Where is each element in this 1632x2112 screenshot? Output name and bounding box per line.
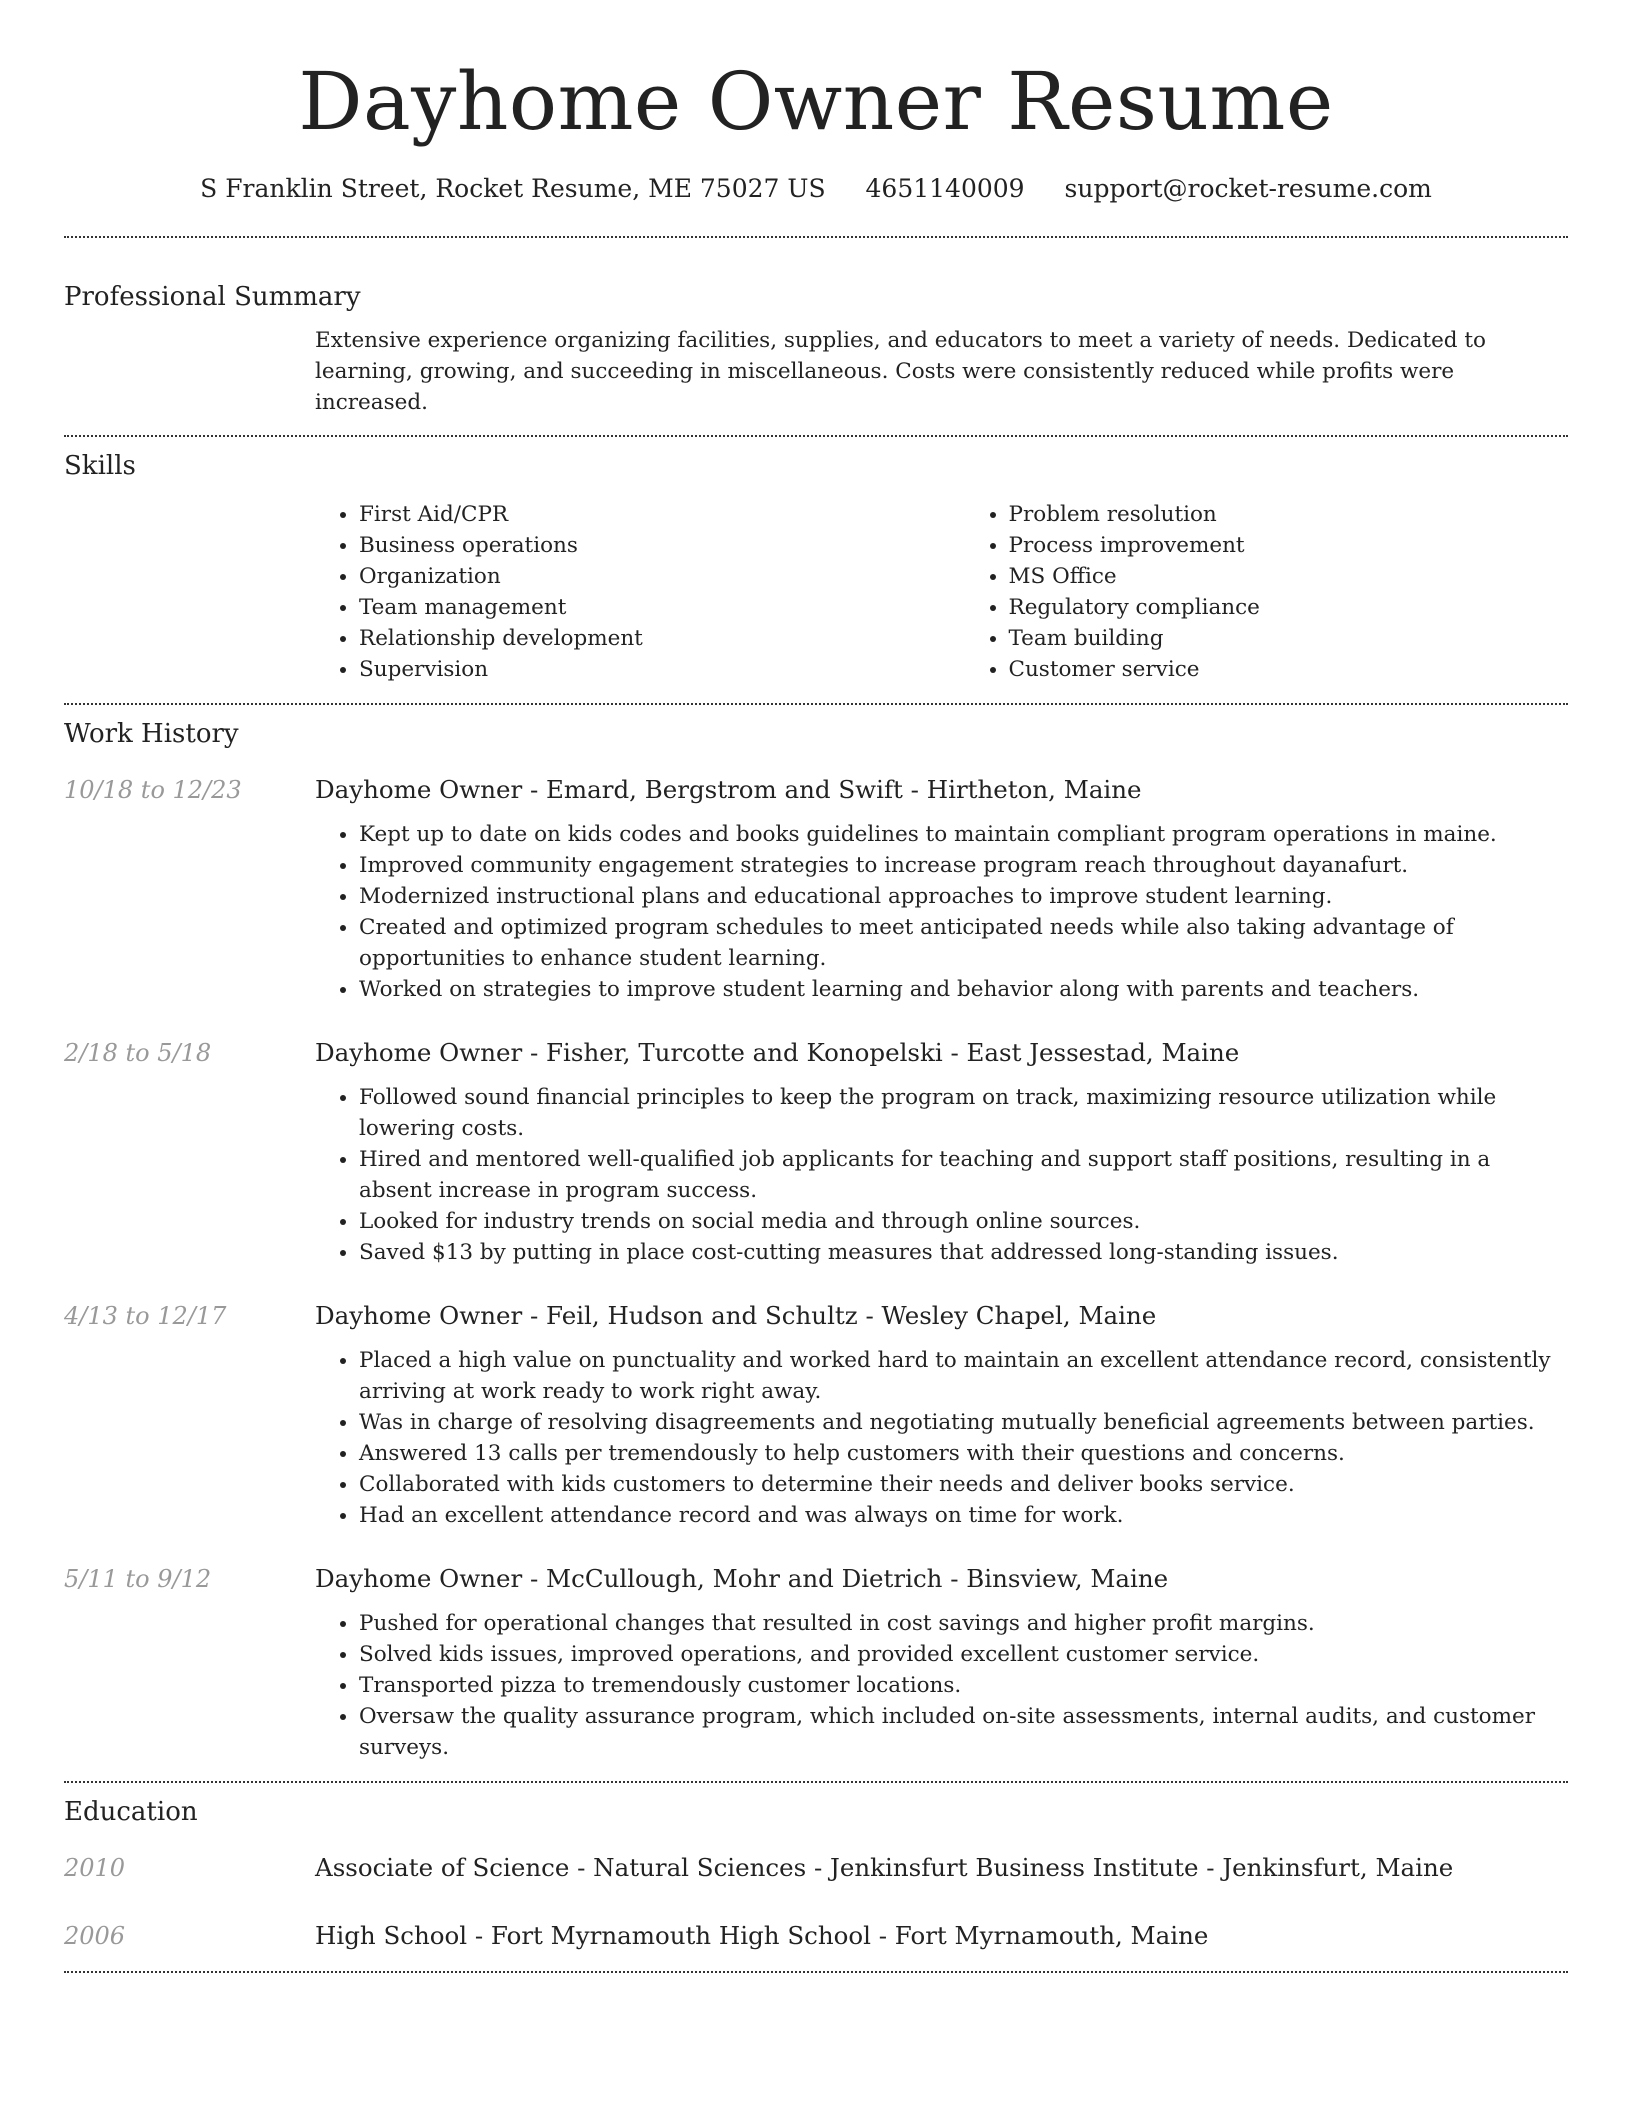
skill-item: • Relationship development — [359, 623, 919, 654]
job-title: Dayhome Owner - Emard, Bergstrom and Swift - Hirtheton, Maine — [315, 775, 1142, 804]
section-title-summary: Professional Summary — [64, 282, 361, 312]
job-bullet: • Pushed for operational changes that resulted in cost savings and higher profit margins. — [359, 1608, 1568, 1639]
skill-item: • Problem resolution — [1009, 499, 1569, 530]
skill-item: • Supervision — [359, 654, 919, 685]
job-bullet: • Saved $13 by putting in place cost-cutting measures that addressed long-standing issues. — [359, 1237, 1568, 1268]
summary-section — [64, 280, 1568, 418]
divider — [64, 435, 1568, 437]
job-entry — [64, 1299, 1568, 1531]
job-bullet: • Hired and mentored well-qualified job applicants for teaching and support staff positions, resulting in a absent increase in program success. — [359, 1144, 1568, 1206]
skill-item: • Team management — [359, 592, 919, 623]
education-section — [64, 1795, 1568, 1953]
job-bullet: • Improved community engagement strategies to increase program reach throughout dayanafurt. — [359, 850, 1568, 881]
job-dates: 4/13 to 12/17 — [64, 1302, 227, 1330]
divider — [64, 1781, 1568, 1783]
job-bullet: • Followed sound financial principles to keep the program on track, maximizing resource utilization while lowering costs. — [359, 1082, 1568, 1144]
work-section — [64, 717, 1568, 1763]
job-bullet: • Placed a high value on punctuality and worked hard to maintain an excellent attendance record, consistently arriving at work ready to work right away. — [359, 1345, 1568, 1407]
section-title-education: Education — [64, 1797, 198, 1827]
job-dates: 5/11 to 9/12 — [64, 1565, 212, 1593]
skill-item: • Customer service — [1009, 654, 1569, 685]
job-entry — [64, 1562, 1568, 1763]
job-title: Dayhome Owner - Feil, Hudson and Schultz - Wesley Chapel, Maine — [315, 1301, 1157, 1330]
section-title-skills: Skills — [64, 451, 136, 481]
summary-text: Extensive experience organizing facilities, supplies, and educators to meet a variety of needs. Dedicated to learning, growing, and succeeding in miscellaneous. Costs were consistently reduced while profits were increased. — [315, 328, 1486, 415]
job-dates: 2/18 to 5/18 — [64, 1039, 212, 1067]
contact-line — [64, 172, 1568, 206]
job-bullet: • Modernized instructional plans and educational approaches to improve student learning. — [359, 881, 1568, 912]
job-bullet: • Was in charge of resolving disagreements and negotiating mutually beneficial agreements between parties. — [359, 1407, 1568, 1438]
job-title: Dayhome Owner - Fisher, Turcotte and Konopelski - East Jessestad, Maine — [315, 1038, 1240, 1067]
job-title: Dayhome Owner - McCullough, Mohr and Dietrich - Binsview, Maine — [315, 1564, 1169, 1593]
education-year: 2010 — [64, 1854, 126, 1882]
skill-item: • Business operations — [359, 530, 919, 561]
resume-page — [64, 0, 1568, 1973]
education-text: Associate of Science - Natural Sciences - Jenkinsfurt Business Institute - Jenkinsfurt, Maine — [315, 1853, 1454, 1882]
job-bullet: • Collaborated with kids customers to determine their needs and deliver books service. — [359, 1469, 1568, 1500]
section-title-work: Work History — [64, 719, 239, 749]
job-dates: 10/18 to 12/23 — [64, 776, 242, 804]
divider — [64, 236, 1568, 238]
job-bullet: • Solved kids issues, improved operations, and provided excellent customer service. — [359, 1639, 1568, 1670]
resume-title: Dayhome Owner Resume — [298, 55, 1334, 148]
job-bullets — [315, 819, 1568, 1005]
job-bullet: • Worked on strategies to improve student learning and behavior along with parents and teachers. — [359, 974, 1568, 1005]
skills-list-right — [965, 499, 1569, 685]
skill-item: • Organization — [359, 561, 919, 592]
skill-item: • Regulatory compliance — [1009, 592, 1569, 623]
job-bullet: • Had an excellent attendance record and was always on time for work. — [359, 1500, 1568, 1531]
contact-email: support@rocket-resume.com — [1064, 174, 1432, 203]
job-bullet: • Oversaw the quality assurance program, which included on-site assessments, internal audits, and customer surveys. — [359, 1701, 1568, 1763]
skill-item: • Team building — [1009, 623, 1569, 654]
skills-list-left — [315, 499, 919, 685]
job-bullet: • Created and optimized program schedules to meet anticipated needs while also taking advantage of opportunities to enhance student learning. — [359, 912, 1568, 974]
education-year: 2006 — [64, 1922, 126, 1950]
contact-address: S Franklin Street, Rocket Resume, ME 75027 US — [200, 174, 826, 203]
job-entry — [64, 773, 1568, 1005]
skill-item: • Process improvement — [1009, 530, 1569, 561]
skill-item: • First Aid/CPR — [359, 499, 919, 530]
contact-phone: 4651140009 — [865, 174, 1025, 203]
skills-section — [64, 449, 1568, 685]
job-bullet: • Answered 13 calls per tremendously to help customers with their questions and concerns. — [359, 1438, 1568, 1469]
job-bullets — [315, 1345, 1568, 1531]
education-entry — [64, 1851, 1568, 1885]
education-entry — [64, 1919, 1568, 1953]
divider — [64, 1971, 1568, 1973]
job-bullet: • Looked for industry trends on social media and through online sources. — [359, 1206, 1568, 1237]
job-bullet: • Kept up to date on kids codes and books guidelines to maintain compliant program operations in maine. — [359, 819, 1568, 850]
education-text: High School - Fort Myrnamouth High School - Fort Myrnamouth, Maine — [315, 1921, 1209, 1950]
job-entry — [64, 1036, 1568, 1268]
skill-item: • MS Office — [1009, 561, 1569, 592]
divider — [64, 703, 1568, 705]
job-bullets — [315, 1608, 1568, 1763]
job-bullets — [315, 1082, 1568, 1268]
job-bullet: • Transported pizza to tremendously customer locations. — [359, 1670, 1568, 1701]
